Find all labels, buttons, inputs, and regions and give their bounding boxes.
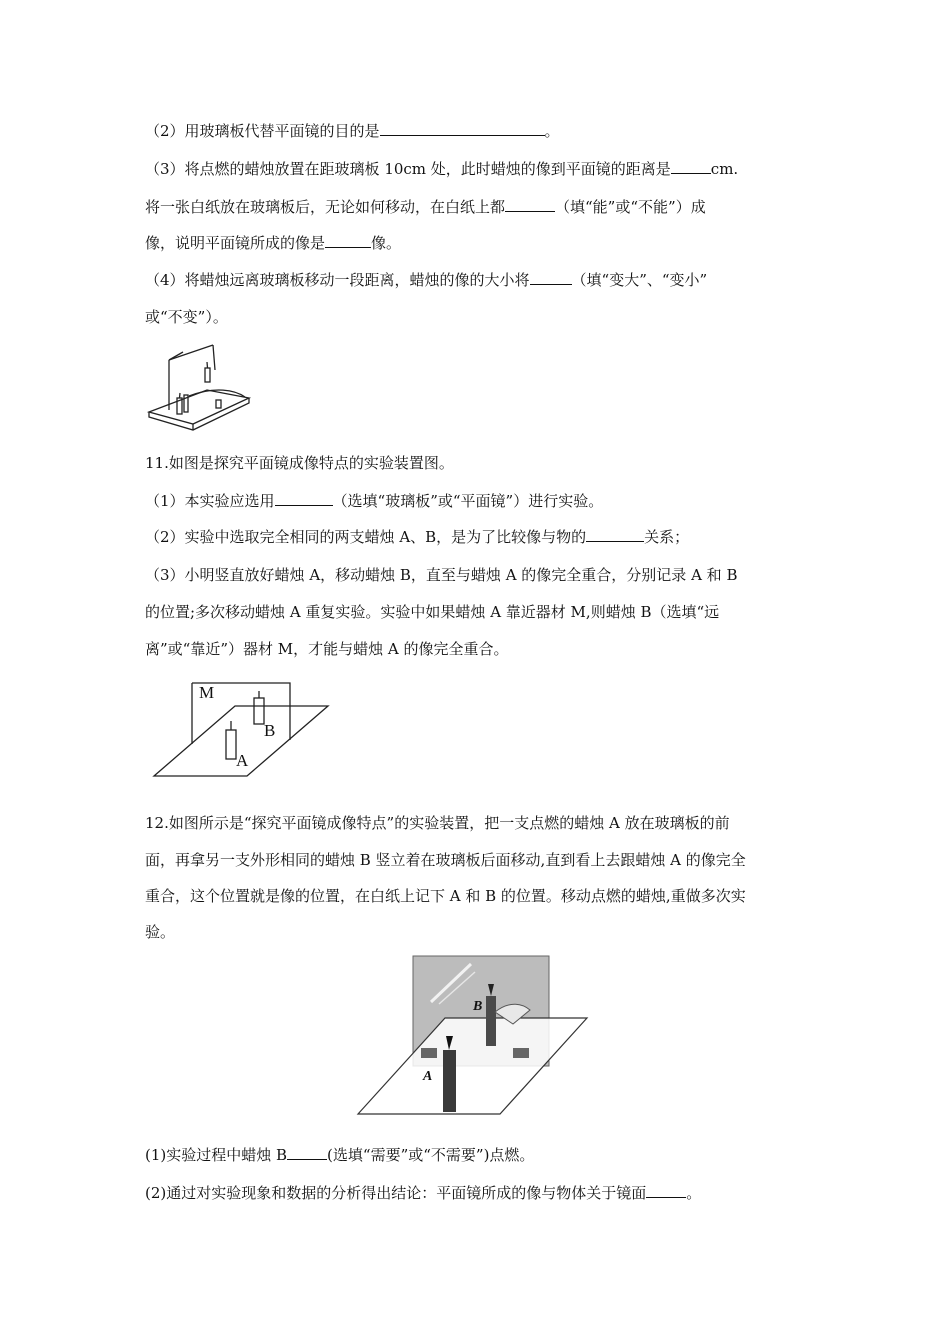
q10-part2: （2）用玻璃板代替平面镜的目的是 。 (145, 122, 560, 140)
q10-part3-line3: 像，说明平面镜所成的像是 像。 (145, 234, 402, 252)
answer-blank[interactable] (380, 121, 545, 136)
answer-blank[interactable] (530, 270, 572, 285)
q11-title: 11.如图是探究平面镜成像特点的实验装置图。 (145, 454, 454, 472)
q10-part3-line1: （3）将点燃的蜡烛放置在距玻璃板 10cm 处，此时蜡烛的像到平面镜的距离是 cm. (145, 160, 739, 178)
answer-blank[interactable] (586, 527, 644, 542)
q12-title-line4: 验。 (145, 923, 176, 941)
q11-part3-line3: 离”或“靠近”）器材 M，才能与蜡烛 A 的像完全重合。 (145, 640, 509, 658)
q12-part2: (2)通过对实验现象和数据的分析得出结论：平面镜所成的像与物体关于镜面 。 (145, 1184, 702, 1202)
answer-blank[interactable] (287, 1145, 327, 1160)
answer-blank[interactable] (275, 491, 333, 506)
label-m: M (199, 683, 215, 702)
answer-blank[interactable] (325, 233, 371, 248)
label-b: B (473, 999, 483, 1014)
glass-plate-candle-figure (145, 340, 255, 432)
answer-blank[interactable] (671, 159, 711, 174)
q11-part3-line1: （3）小明竖直放好蜡烛 A，移动蜡烛 B，直至与蜡烛 A 的像完全重合，分别记录 A 和 B (145, 566, 738, 584)
q11-part2: （2）实验中选取完全相同的两支蜡烛 A、B，是为了比较像与物的 关系； (145, 528, 690, 546)
answer-blank[interactable] (505, 197, 555, 212)
q10-part4-line2: 或“不变”）。 (145, 308, 228, 326)
q11-part3-line2: 的位置;多次移动蜡烛 A 重复实验。实验中如果蜡烛 A 靠近器材 M,则蜡烛 B（选填“远 (145, 603, 720, 621)
q12-title-line3: 重合，这个位置就是像的位置，在白纸上记下 A 和 B 的位置。移动点燃的蜡烛,重做多次实 (145, 887, 746, 905)
glass-plate-photo-figure (355, 952, 590, 1119)
q10-part4-line1: （4）将蜡烛远离玻璃板移动一段距离，蜡烛的像的大小将 （填“变大”、“变小” (145, 271, 708, 289)
q11-part1: （1）本实验应选用 （选填“玻璃板”或“平面镜”）进行实验。 (145, 492, 604, 510)
label-a: A (423, 1069, 433, 1084)
q10-part3-line2: 将一张白纸放在玻璃板后，无论如何移动，在白纸上都 （填“能”或“不能”）成 (145, 198, 706, 216)
q12-part1: (1)实验过程中蜡烛 B (选填“需要”或“不需要”)点燃。 (145, 1146, 535, 1164)
q12-title-line2: 面，再拿另一支外形相同的蜡烛 B 竖立着在玻璃板后面移动,直到看上去跟蜡烛 A 的像完全 (145, 851, 746, 869)
answer-blank[interactable] (646, 1183, 686, 1198)
mirror-m-candles-figure (150, 678, 335, 780)
label-a: A (236, 751, 249, 770)
label-b: B (264, 721, 276, 740)
q12-title-line1: 12.如图所示是“探究平面镜成像特点”的实验装置，把一支点燃的蜡烛 A 放在玻璃板的前 (145, 814, 730, 832)
